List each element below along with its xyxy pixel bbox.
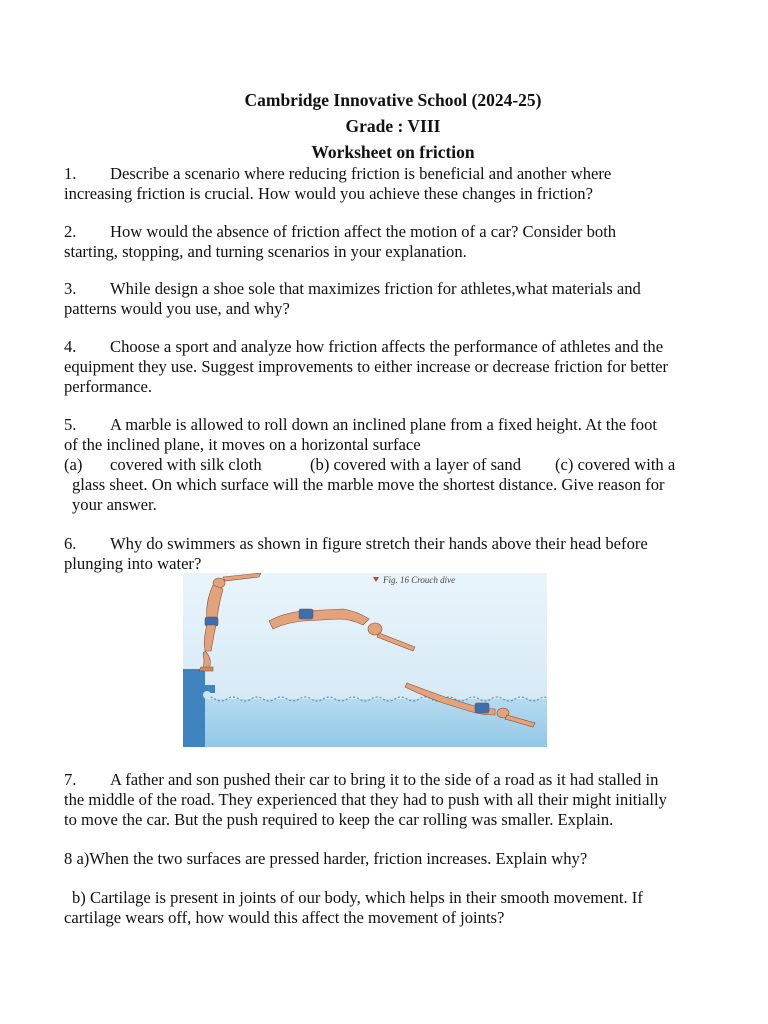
grade-heading: Grade : VIII	[345, 116, 441, 136]
question-text: Describe a scenario where reducing friction is beneficial and another where	[110, 164, 612, 183]
question-text: While design a shoe sole that maximizes friction for athletes,what materials and	[110, 279, 641, 298]
question-text: Choose a sport and analyze how friction affects the performance of athletes and the	[110, 337, 664, 356]
question-text: increasing friction is crucial. How would you achieve these changes in friction?	[64, 184, 593, 203]
question-number: 4.	[64, 337, 77, 356]
pool-edge-notch	[203, 691, 211, 699]
question-8b-continued	[64, 908, 724, 928]
option-a-label: (a)	[64, 455, 83, 474]
question-text: Why do swimmers as shown in figure stretch their hands above their head before	[110, 534, 648, 553]
diving-illustration	[183, 573, 547, 747]
question-text: your answer.	[72, 495, 157, 514]
option-c: (c) covered with a	[555, 455, 676, 474]
question-text: the middle of the road. They experienced that they had to push with all their might initially	[64, 790, 667, 809]
worksheet-title: Worksheet on friction	[311, 142, 475, 162]
question-number: 6.	[64, 534, 77, 553]
question-text: performance.	[64, 377, 152, 396]
question-number: 2.	[64, 222, 77, 241]
question-text: starting, stopping, and turning scenarios in your explanation.	[64, 242, 467, 261]
question-8a	[64, 849, 724, 869]
question-5	[64, 415, 724, 475]
question-text: cartilage wears off, how would this affect the movement of joints?	[64, 908, 505, 927]
answer-options	[64, 455, 724, 475]
school-name: Cambridge Innovative School (2024-25)	[244, 90, 542, 110]
question-number: 3.	[64, 279, 77, 298]
question-number: 5.	[64, 415, 77, 434]
question-2	[64, 222, 724, 262]
option-a: covered with silk cloth	[110, 455, 262, 474]
question-number: 1.	[64, 164, 77, 183]
question-3	[64, 279, 724, 319]
question-text: 8 a)When the two surfaces are pressed harder, friction increases. Explain why?	[64, 849, 588, 868]
figure-caption: Fig. 16 Crouch dive	[383, 575, 456, 585]
crouch-dive-figure	[183, 573, 547, 747]
question-text: plunging into water?	[64, 554, 202, 573]
pool-edge	[183, 669, 205, 747]
question-1	[64, 164, 724, 204]
option-b: (b) covered with a layer of sand	[310, 455, 522, 474]
question-text: b) Cartilage is present in joints of our body, which helps in their smooth movement. If	[72, 888, 643, 907]
question-4	[64, 337, 724, 397]
question-7	[64, 770, 724, 830]
question-text: patterns would you use, and why?	[64, 299, 290, 318]
question-text: of the inclined plane, it moves on a horizontal surface	[64, 435, 421, 454]
question-8b	[72, 888, 732, 908]
question-text: equipment they use. Suggest improvements to either increase or decrease friction for better	[64, 357, 669, 376]
question-number: 7.	[64, 770, 77, 789]
question-text: glass sheet. On which surface will the marble move the shortest distance. Give reason for	[72, 475, 665, 494]
question-text: A father and son pushed their car to bring it to the side of a road as it had stalled in	[110, 770, 659, 789]
question-text: A marble is allowed to roll down an inclined plane from a fixed height. At the foot	[110, 415, 658, 434]
question-text: How would the absence of friction affect the motion of a car? Consider both	[110, 222, 617, 241]
water	[183, 699, 547, 747]
question-text: to move the car. But the push required to keep the car rolling was smaller. Explain.	[64, 810, 614, 829]
question-5-continued	[72, 475, 728, 515]
question-6	[64, 534, 724, 574]
